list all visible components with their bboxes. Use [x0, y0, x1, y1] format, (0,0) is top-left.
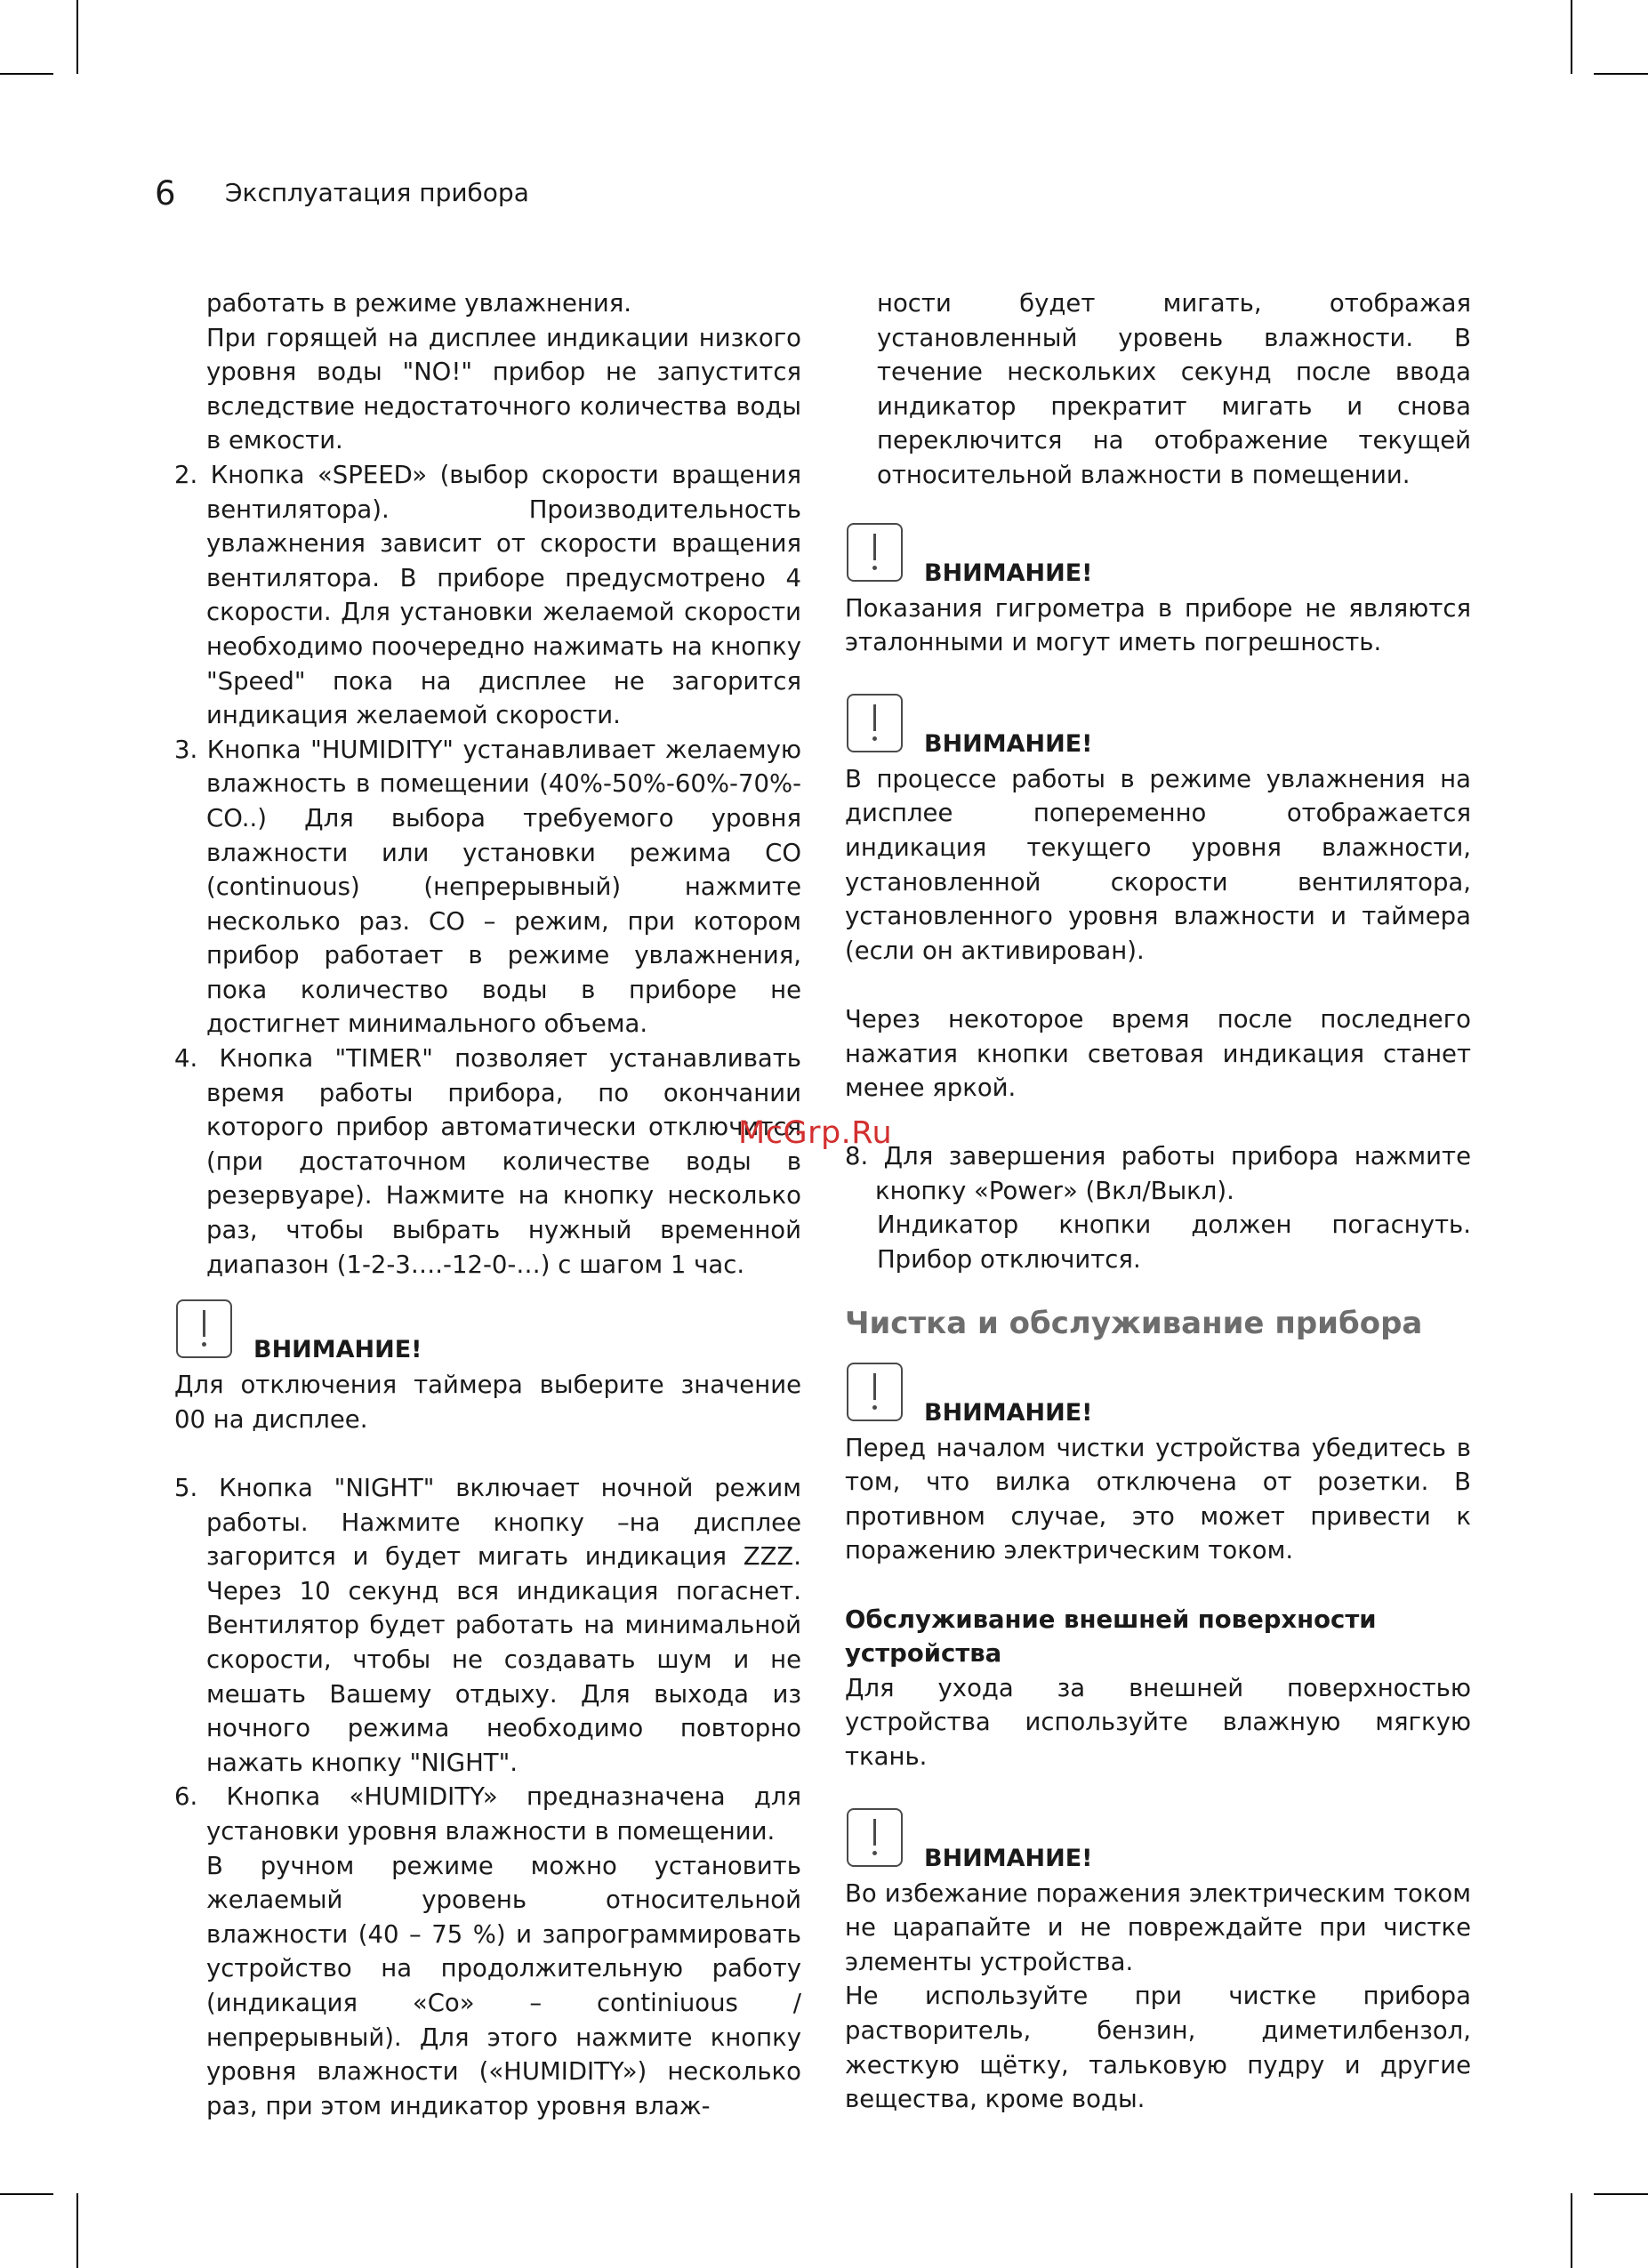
paragraph: При горящей на дисплее индикации низкого уровня воды "NO!" прибор не запустится вследствие недостаточного количества воды в емкости. [206, 323, 801, 455]
section-title: Чистка и обслуживание прибора [845, 1305, 1423, 1341]
crop-mark [1594, 2193, 1648, 2195]
crop-mark [0, 2193, 53, 2195]
list-item: 2. Кнопка «SPEED» (выбор скорости вращения вентилятора). Производительность увлажнения зависит от скорости вращения вентилятора. В приборе предусмотрено 4 скорости. Для установки желаемой скорости необходимо поочередно нажимать на кнопку "Speed" пока на дисплее не загорится индикация желаемой скорости. [174, 460, 801, 730]
warning-text: Для отключения таймера выберите значение 00 на дисплее. [174, 1371, 801, 1434]
warning-label: ВНИМАНИЕ! [924, 1844, 1093, 1872]
warning-label: ВНИМАНИЕ! [924, 1398, 1093, 1427]
paragraph: Индикатор кнопки должен погаснуть. Прибор отключится. [877, 1210, 1471, 1275]
crop-mark [1571, 2193, 1572, 2268]
crop-mark [1571, 0, 1572, 74]
paragraph: работать в режиме увлажнения. [206, 289, 632, 318]
warning-icon [176, 1299, 232, 1358]
list-item: 5. Кнопка "NIGHT" включает ночной режим работы. Нажмите кнопку –на дисплее загорится и будет мигать индикация ZZZ. Через 10 секунд вся индикация погаснет. Вентилятор будет работать на минимальной скорости, чтобы не создавать шум и не мешать Вашему отдыху. Для выхода из ночного режима необходимо повторно нажать кнопку "NIGHT". [174, 1474, 801, 1777]
left-column [174, 286, 801, 2123]
warning-block [845, 1808, 1471, 1877]
paragraph: В ручном режиме можно установить желаемый уровень относительной влажности (40 – 75 %) и запрограммировать устройство на продолжительную работу (индикация «Co» – continiuous / непрерывный). Для этого нажмите кнопку уровня влажности («HUMIDITY») несколько раз, при этом индикатор уровня влаж- [206, 1851, 801, 2120]
warning-block [845, 1363, 1471, 1431]
paragraph: Через некоторое время после последнего нажатия кнопки световая индикация станет менее яркой. [845, 1004, 1471, 1103]
crop-mark [0, 73, 53, 75]
warning-icon [847, 1363, 903, 1421]
paragraph: Для ухода за внешней поверхностью устройства используйте влажную мягкую ткань. [845, 1673, 1471, 1771]
warning-block [174, 1299, 801, 1368]
crop-mark [76, 0, 78, 74]
list-item: 3. Кнопка "HUMIDITY" устанавливает желаемую влажность в помещении (40%-50%-60%-70%-CO..) Для выбора требуемого уровня влажности или установки режима CO (continuous) (непрерывный) нажмите несколько раз. CO – режим, при котором прибор работает в режиме увлажнения, пока количество воды в приборе не достигнет минимального объема. [174, 735, 801, 1039]
warning-icon [847, 523, 903, 582]
page-header: Эксплуатация прибора [225, 178, 529, 207]
subheading: Обслуживание внешней поверхности устройства [845, 1604, 1377, 1669]
crop-mark [1594, 73, 1648, 75]
warning-text: Во избежание поражения электрическим током не царапайте и не повреждайте при чистке элементы устройства. [845, 1878, 1471, 1976]
warning-block [845, 694, 1471, 762]
warning-text: Не используйте при чистке прибора растворитель, бензин, диметилбензол, жесткую щётку, тальковую пудру и другие вещества, кроме воды. [845, 1982, 1471, 2114]
warning-text: Показания гигрометра в приборе не являются эталонными и могут иметь погрешность. [845, 593, 1471, 657]
warning-icon [847, 694, 903, 752]
warning-text: В процессе работы в режиме увлажнения на дисплее попеременно отображается индикация текущего уровня влажности, установленной скорости вентилятора, установленного уровня влажности и таймера (если он активирован). [845, 764, 1471, 965]
warning-icon [847, 1808, 903, 1867]
list-item: 6. Кнопка «HUMIDITY» предназначена для установки уровня влажности в помещении. [174, 1782, 801, 1846]
right-column [845, 286, 1471, 2117]
list-item: 4. Кнопка "TIMER" позволяет устанавливать время работы прибора, по окончании которого прибор автоматически отключится (при достаточном количестве воды в резервуаре). Нажмите на кнопку несколько раз, чтобы выбрать нужный временной диапазон (1-2-3….-12-0-…) с шагом 1 час. [174, 1044, 801, 1279]
crop-mark [76, 2193, 78, 2268]
warning-block [845, 523, 1471, 591]
warning-text: Перед началом чистки устройства убедитесь в том, что вилка отключена от розетки. В противном случае, это может привести к поражению электрическим током. [845, 1433, 1471, 1565]
list-item: 8. Для завершения работы прибора нажмите кнопку «Power» (Вкл/Выкл). [845, 1142, 1471, 1205]
page-number: 6 [155, 174, 176, 213]
watermark: McGrp.Ru [738, 1115, 893, 1151]
warning-label: ВНИМАНИЕ! [924, 729, 1093, 758]
warning-label: ВНИМАНИЕ! [253, 1336, 422, 1364]
warning-label: ВНИМАНИЕ! [924, 559, 1093, 587]
paragraph: ности будет мигать, отображая установленный уровень влажности. В течение нескольких секунд после ввода индикатор прекратит мигать и снова переключится на отображение текущей относительной влажности в помещении. [877, 289, 1471, 489]
